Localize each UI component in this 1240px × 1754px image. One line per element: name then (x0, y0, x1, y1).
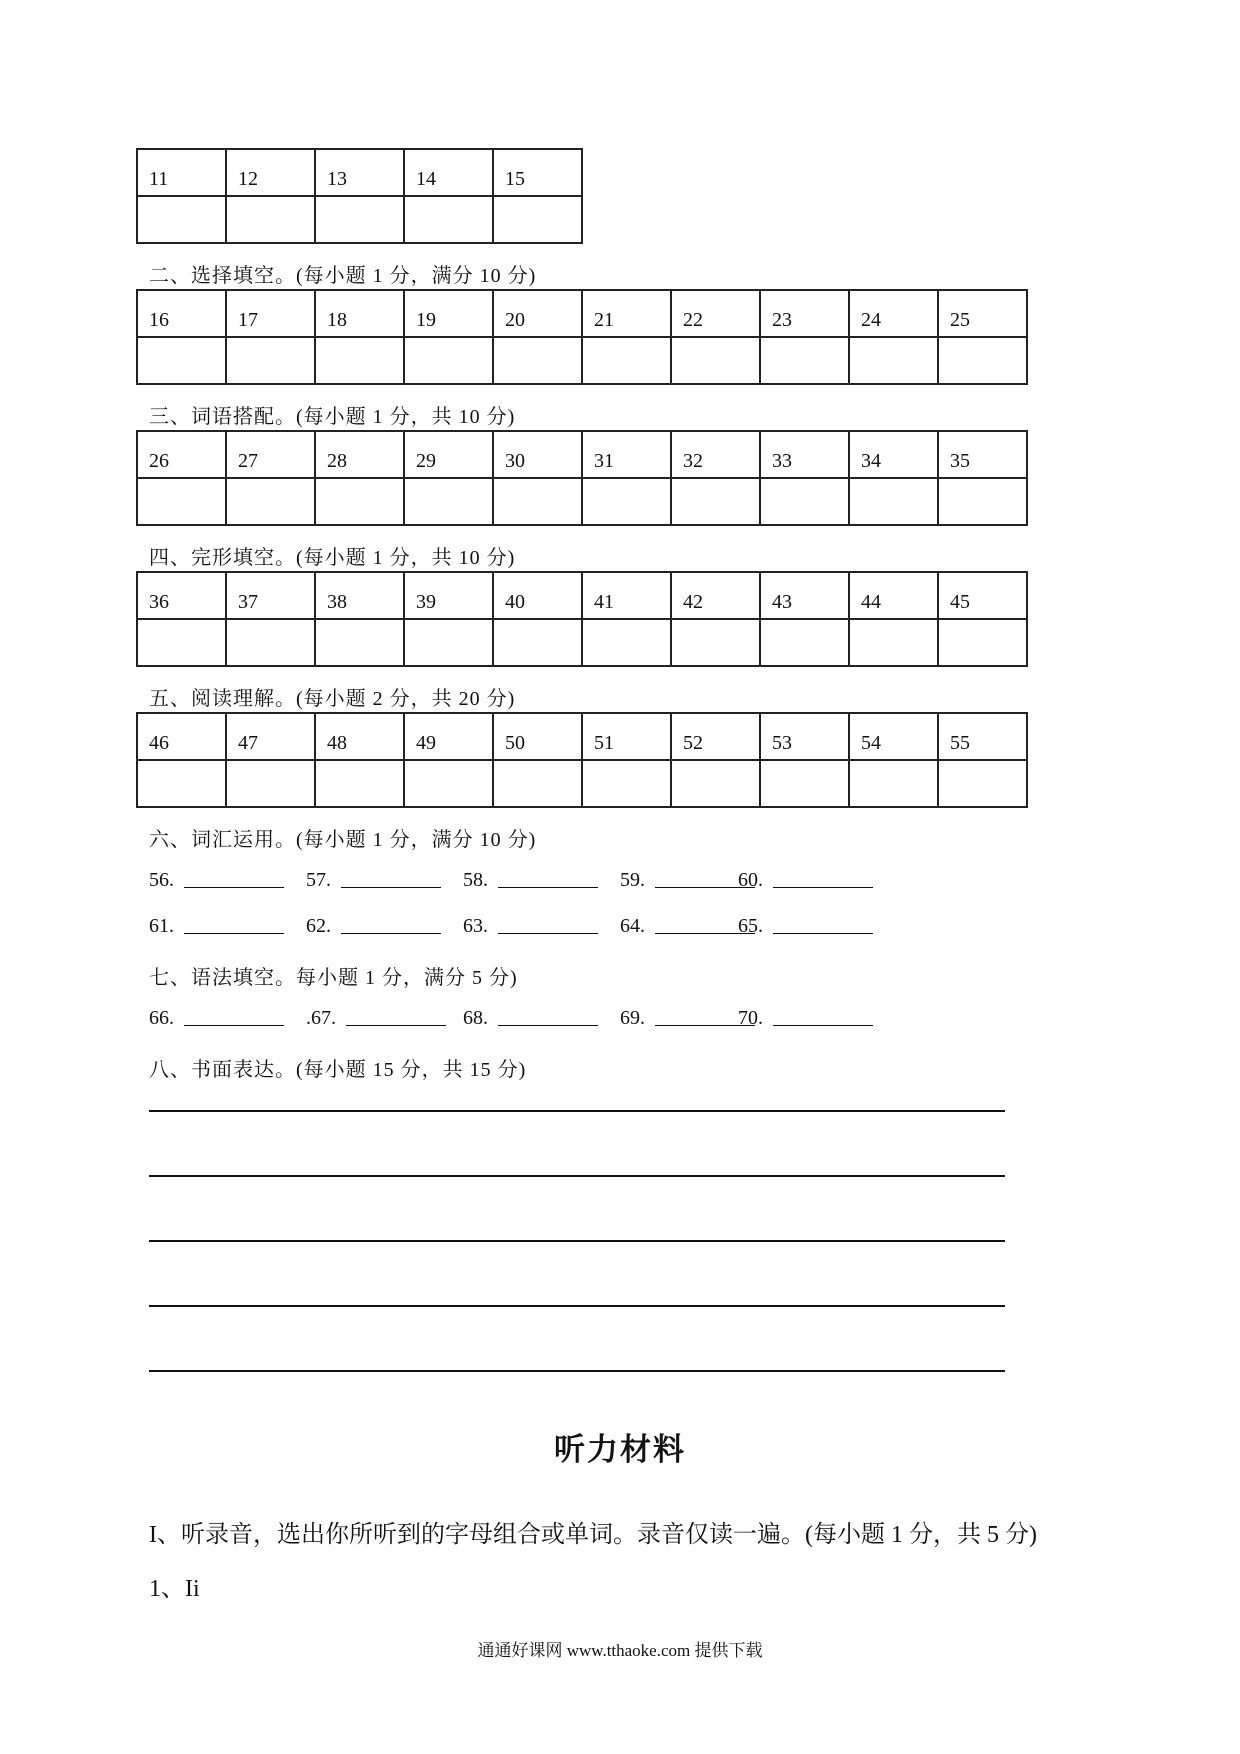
question-number: 46 (137, 713, 226, 760)
listening-instruction: I、听录音，选出你所听到的字母组合或单词。录音仅读一遍。(每小题 1 分，共 5 分) (149, 1522, 1037, 1548)
answer-cell[interactable] (760, 619, 849, 666)
question-number: 15 (493, 149, 582, 196)
blank-number: 70. (738, 1007, 763, 1029)
answer-cell[interactable] (493, 337, 582, 384)
section-heading: 六、词汇运用。(每小题 1 分，满分 10 分) (149, 829, 537, 851)
fill-blank[interactable] (306, 869, 455, 892)
answer-cell[interactable] (849, 619, 938, 666)
fill-blank[interactable] (738, 915, 873, 938)
question-number: 54 (849, 713, 938, 760)
question-number: 12 (226, 149, 315, 196)
answer-cell[interactable] (226, 196, 315, 243)
fill-blank[interactable] (149, 1007, 298, 1030)
answer-cell[interactable] (849, 337, 938, 384)
listening-title: 听力材料 (554, 1432, 686, 1468)
question-number: 26 (137, 431, 226, 478)
answer-cell[interactable] (760, 478, 849, 525)
question-number: 24 (849, 290, 938, 337)
fill-blank[interactable] (149, 869, 298, 892)
blank-line[interactable] (773, 869, 873, 888)
question-number: 36 (137, 572, 226, 619)
answer-cell[interactable] (137, 196, 226, 243)
answer-cell[interactable] (404, 337, 493, 384)
answer-cell[interactable] (315, 478, 404, 525)
section-heading: 八、书面表达。(每小题 15 分，共 15 分) (149, 1059, 527, 1081)
fill-blank[interactable] (463, 869, 612, 892)
writing-line[interactable] (149, 1175, 1005, 1177)
question-number: 49 (404, 713, 493, 760)
question-number: 33 (760, 431, 849, 478)
blank-line[interactable] (773, 1007, 873, 1026)
answer-cell[interactable] (137, 619, 226, 666)
question-number: 19 (404, 290, 493, 337)
question-number: 45 (938, 572, 1027, 619)
blank-number: 64. (620, 915, 645, 937)
question-number: 50 (493, 713, 582, 760)
answer-cell[interactable] (315, 619, 404, 666)
question-number: 30 (493, 431, 582, 478)
question-number: 42 (671, 572, 760, 619)
answer-cell[interactable] (760, 760, 849, 807)
answer-cell[interactable] (404, 196, 493, 243)
question-number: 17 (226, 290, 315, 337)
blank-number: 68. (463, 1007, 488, 1029)
page-footer: 通通好课网 www.tthaoke.com 提供下载 (477, 1641, 763, 1660)
blank-line[interactable] (184, 915, 284, 934)
answer-grid-11-15 (136, 148, 583, 244)
blank-number: 57. (306, 869, 331, 891)
answer-cell[interactable] (938, 619, 1027, 666)
answer-cell[interactable] (493, 478, 582, 525)
answer-cell[interactable] (404, 478, 493, 525)
section-heading: 二、选择填空。(每小题 1 分，满分 10 分) (149, 265, 537, 287)
question-number: 16 (137, 290, 226, 337)
answer-cell[interactable] (938, 760, 1027, 807)
answer-cell[interactable] (404, 760, 493, 807)
question-number: 47 (226, 713, 315, 760)
answer-cell[interactable] (671, 478, 760, 525)
answer-cell[interactable] (760, 337, 849, 384)
answer-cell[interactable] (315, 337, 404, 384)
blank-line[interactable] (341, 915, 441, 934)
writing-line[interactable] (149, 1370, 1005, 1372)
blank-line[interactable] (184, 1007, 284, 1026)
answer-cell[interactable] (137, 337, 226, 384)
fill-blank[interactable] (620, 915, 730, 938)
fill-blank-row (149, 1007, 881, 1030)
section-heading: 五、阅读理解。(每小题 2 分，共 20 分) (149, 688, 516, 710)
answer-cell[interactable] (493, 619, 582, 666)
answer-cell[interactable] (671, 619, 760, 666)
blank-line[interactable] (346, 1007, 446, 1026)
listening-item: 1、Ii (149, 1576, 200, 1602)
answer-cell[interactable] (226, 337, 315, 384)
writing-line[interactable] (149, 1240, 1005, 1242)
question-number: 32 (671, 431, 760, 478)
answer-cell[interactable] (582, 478, 671, 525)
question-number: 43 (760, 572, 849, 619)
question-number: 11 (137, 149, 226, 196)
answer-grid-36-45 (136, 571, 1028, 667)
fill-blank[interactable] (463, 1007, 612, 1030)
section-heading: 四、完形填空。(每小题 1 分，共 10 分) (149, 547, 516, 569)
question-number: 52 (671, 713, 760, 760)
blank-line[interactable] (498, 1007, 598, 1026)
answer-cell[interactable] (671, 760, 760, 807)
answer-cell[interactable] (671, 337, 760, 384)
blank-number: 62. (306, 915, 331, 937)
answer-cell[interactable] (849, 760, 938, 807)
blank-number: 63. (463, 915, 488, 937)
writing-line[interactable] (149, 1110, 1005, 1112)
question-number: 35 (938, 431, 1027, 478)
blank-line[interactable] (498, 869, 598, 888)
question-number: 25 (938, 290, 1027, 337)
question-number: 27 (226, 431, 315, 478)
answer-cell[interactable] (938, 478, 1027, 525)
question-number: 40 (493, 572, 582, 619)
question-number: 34 (849, 431, 938, 478)
question-number: 39 (404, 572, 493, 619)
answer-cell[interactable] (493, 196, 582, 243)
question-number: 44 (849, 572, 938, 619)
fill-blank[interactable] (620, 1007, 730, 1030)
blank-line[interactable] (341, 869, 441, 888)
answer-cell[interactable] (493, 760, 582, 807)
answer-grid-16-25 (136, 289, 1028, 385)
answer-cell[interactable] (137, 760, 226, 807)
blank-line[interactable] (184, 869, 284, 888)
answer-grid-26-35 (136, 430, 1028, 526)
question-number: 13 (315, 149, 404, 196)
blank-number: 65. (738, 915, 763, 937)
question-number: 18 (315, 290, 404, 337)
fill-blank[interactable] (149, 915, 298, 938)
answer-cell[interactable] (226, 619, 315, 666)
writing-line[interactable] (149, 1305, 1005, 1307)
fill-blank[interactable] (738, 1007, 873, 1030)
answer-cell[interactable] (404, 619, 493, 666)
fill-blank[interactable] (738, 869, 873, 892)
blank-number: 58. (463, 869, 488, 891)
question-number: 48 (315, 713, 404, 760)
question-number: 21 (582, 290, 671, 337)
answer-cell[interactable] (226, 760, 315, 807)
blank-number: 61. (149, 915, 174, 937)
question-number: 20 (493, 290, 582, 337)
question-number: 31 (582, 431, 671, 478)
question-number: 28 (315, 431, 404, 478)
answer-grid-46-55 (136, 712, 1028, 808)
question-number: 23 (760, 290, 849, 337)
blank-number: 60. (738, 869, 763, 891)
blank-number: .67. (306, 1007, 336, 1029)
answer-cell[interactable] (938, 337, 1027, 384)
fill-blank[interactable] (306, 1007, 455, 1030)
question-number: 38 (315, 572, 404, 619)
section-heading: 三、词语搭配。(每小题 1 分，共 10 分) (149, 406, 516, 428)
blank-number: 66. (149, 1007, 174, 1029)
answer-cell[interactable] (849, 478, 938, 525)
fill-blank-row (149, 869, 881, 892)
question-number: 41 (582, 572, 671, 619)
question-number: 51 (582, 713, 671, 760)
blank-number: 69. (620, 1007, 645, 1029)
question-number: 14 (404, 149, 493, 196)
fill-blank[interactable] (306, 915, 455, 938)
blank-line[interactable] (498, 915, 598, 934)
question-number: 55 (938, 713, 1027, 760)
fill-blank[interactable] (620, 869, 730, 892)
answer-cell[interactable] (226, 478, 315, 525)
question-number: 37 (226, 572, 315, 619)
blank-number: 59. (620, 869, 645, 891)
question-number: 29 (404, 431, 493, 478)
answer-cell[interactable] (315, 760, 404, 807)
fill-blank-row (149, 915, 881, 938)
question-number: 22 (671, 290, 760, 337)
question-number: 53 (760, 713, 849, 760)
answer-cell[interactable] (315, 196, 404, 243)
answer-cell[interactable] (582, 760, 671, 807)
section-heading: 七、语法填空。每小题 1 分，满分 5 分) (149, 967, 518, 989)
answer-cell[interactable] (582, 337, 671, 384)
blank-line[interactable] (773, 915, 873, 934)
blank-number: 56. (149, 869, 174, 891)
answer-cell[interactable] (582, 619, 671, 666)
fill-blank[interactable] (463, 915, 612, 938)
answer-cell[interactable] (137, 478, 226, 525)
